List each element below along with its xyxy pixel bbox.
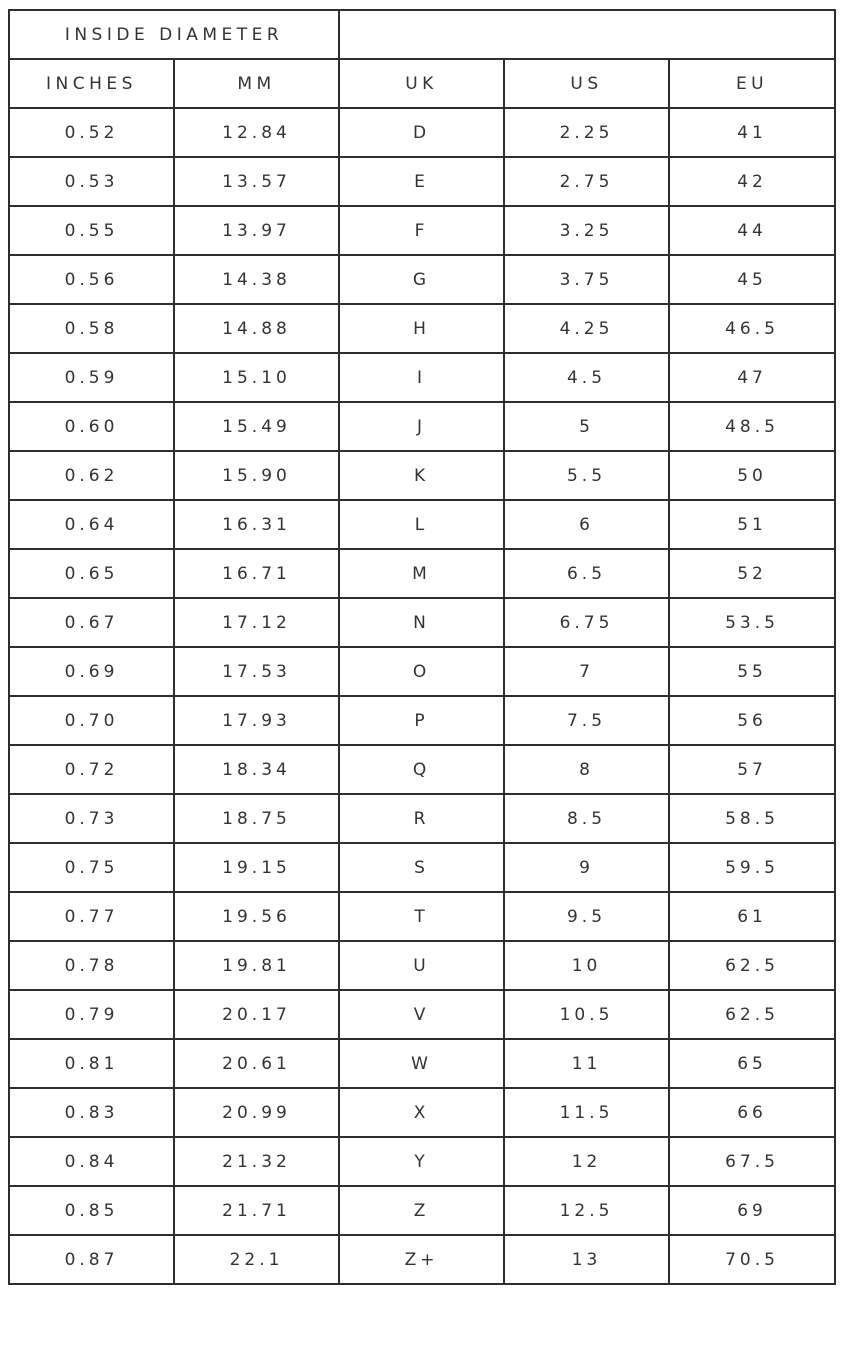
- table-row: [9, 500, 835, 549]
- cell-inches: 0.73: [9, 794, 174, 843]
- cell-uk: V: [339, 990, 504, 1039]
- cell-uk: S: [339, 843, 504, 892]
- cell-eu: 46.5: [669, 304, 835, 353]
- cell-inches: 0.62: [9, 451, 174, 500]
- cell-inches: 0.60: [9, 402, 174, 451]
- cell-uk: Q: [339, 745, 504, 794]
- inside-diameter-header: INSIDE DIAMETER: [9, 10, 339, 59]
- cell-inches: 0.79: [9, 990, 174, 1039]
- cell-eu: 48.5: [669, 402, 835, 451]
- cell-eu: 56: [669, 696, 835, 745]
- cell-inches: 0.84: [9, 1137, 174, 1186]
- cell-us: 6: [504, 500, 669, 549]
- cell-eu: 53.5: [669, 598, 835, 647]
- cell-inches: 0.55: [9, 206, 174, 255]
- cell-uk: Z: [339, 1186, 504, 1235]
- cell-mm: 16.71: [174, 549, 339, 598]
- cell-eu: 55: [669, 647, 835, 696]
- cell-us: 2.25: [504, 108, 669, 157]
- cell-eu: 51: [669, 500, 835, 549]
- cell-mm: 14.38: [174, 255, 339, 304]
- cell-eu: 45: [669, 255, 835, 304]
- empty-group-header-cell: [339, 10, 835, 59]
- cell-mm: 20.61: [174, 1039, 339, 1088]
- table-row: [9, 1039, 835, 1088]
- column-header-eu: EU: [669, 59, 835, 108]
- cell-mm: 15.49: [174, 402, 339, 451]
- table-row: [9, 598, 835, 647]
- cell-eu: 66: [669, 1088, 835, 1137]
- cell-us: 11.5: [504, 1088, 669, 1137]
- cell-mm: 15.10: [174, 353, 339, 402]
- cell-eu: 44: [669, 206, 835, 255]
- cell-us: 5.5: [504, 451, 669, 500]
- cell-us: 4.5: [504, 353, 669, 402]
- cell-uk: H: [339, 304, 504, 353]
- cell-us: 13: [504, 1235, 669, 1284]
- table-row: [9, 304, 835, 353]
- table-row: [9, 108, 835, 157]
- cell-inches: 0.58: [9, 304, 174, 353]
- cell-mm: 16.31: [174, 500, 339, 549]
- cell-eu: 69: [669, 1186, 835, 1235]
- cell-us: 8: [504, 745, 669, 794]
- cell-us: 2.75: [504, 157, 669, 206]
- cell-inches: 0.75: [9, 843, 174, 892]
- table-row: [9, 990, 835, 1039]
- cell-uk: E: [339, 157, 504, 206]
- cell-inches: 0.70: [9, 696, 174, 745]
- column-header-inches: INCHES: [9, 59, 174, 108]
- cell-inches: 0.59: [9, 353, 174, 402]
- cell-us: 11: [504, 1039, 669, 1088]
- cell-mm: 19.56: [174, 892, 339, 941]
- cell-mm: 19.15: [174, 843, 339, 892]
- cell-inches: 0.53: [9, 157, 174, 206]
- cell-inches: 0.69: [9, 647, 174, 696]
- cell-inches: 0.83: [9, 1088, 174, 1137]
- cell-inches: 0.65: [9, 549, 174, 598]
- cell-us: 7.5: [504, 696, 669, 745]
- cell-uk: J: [339, 402, 504, 451]
- cell-eu: 65: [669, 1039, 835, 1088]
- cell-uk: P: [339, 696, 504, 745]
- cell-eu: 41: [669, 108, 835, 157]
- cell-us: 6.5: [504, 549, 669, 598]
- cell-inches: 0.67: [9, 598, 174, 647]
- cell-uk: L: [339, 500, 504, 549]
- table-row: [9, 353, 835, 402]
- table-row: [9, 549, 835, 598]
- cell-mm: 17.93: [174, 696, 339, 745]
- cell-us: 4.25: [504, 304, 669, 353]
- table-row: [9, 941, 835, 990]
- group-header-row: [9, 10, 835, 59]
- cell-eu: 62.5: [669, 941, 835, 990]
- table-row: [9, 647, 835, 696]
- cell-eu: 52: [669, 549, 835, 598]
- cell-uk: U: [339, 941, 504, 990]
- cell-inches: 0.81: [9, 1039, 174, 1088]
- cell-uk: G: [339, 255, 504, 304]
- cell-inches: 0.72: [9, 745, 174, 794]
- cell-eu: 59.5: [669, 843, 835, 892]
- cell-mm: 17.53: [174, 647, 339, 696]
- cell-us: 3.25: [504, 206, 669, 255]
- column-header-uk: UK: [339, 59, 504, 108]
- cell-inches: 0.52: [9, 108, 174, 157]
- cell-uk: F: [339, 206, 504, 255]
- column-header-us: US: [504, 59, 669, 108]
- cell-inches: 0.56: [9, 255, 174, 304]
- cell-mm: 22.1: [174, 1235, 339, 1284]
- table-row: [9, 892, 835, 941]
- table-row: [9, 1186, 835, 1235]
- cell-eu: 50: [669, 451, 835, 500]
- cell-uk: Y: [339, 1137, 504, 1186]
- table-row: [9, 451, 835, 500]
- cell-eu: 70.5: [669, 1235, 835, 1284]
- cell-us: 6.75: [504, 598, 669, 647]
- cell-eu: 62.5: [669, 990, 835, 1039]
- table-row: [9, 1235, 835, 1284]
- cell-mm: 21.71: [174, 1186, 339, 1235]
- cell-mm: 13.57: [174, 157, 339, 206]
- table-row: [9, 843, 835, 892]
- cell-uk: I: [339, 353, 504, 402]
- cell-uk: R: [339, 794, 504, 843]
- cell-us: 8.5: [504, 794, 669, 843]
- cell-mm: 18.75: [174, 794, 339, 843]
- table-row: [9, 1088, 835, 1137]
- cell-eu: 58.5: [669, 794, 835, 843]
- ring-size-table: [8, 9, 836, 1285]
- cell-inches: 0.64: [9, 500, 174, 549]
- cell-inches: 0.85: [9, 1186, 174, 1235]
- table-row: [9, 157, 835, 206]
- cell-us: 12: [504, 1137, 669, 1186]
- cell-inches: 0.78: [9, 941, 174, 990]
- cell-us: 3.75: [504, 255, 669, 304]
- table-row: [9, 696, 835, 745]
- cell-mm: 13.97: [174, 206, 339, 255]
- column-header-mm: MM: [174, 59, 339, 108]
- cell-mm: 14.88: [174, 304, 339, 353]
- table-row: [9, 745, 835, 794]
- cell-us: 9.5: [504, 892, 669, 941]
- cell-eu: 61: [669, 892, 835, 941]
- cell-us: 9: [504, 843, 669, 892]
- table-row: [9, 794, 835, 843]
- cell-mm: 12.84: [174, 108, 339, 157]
- cell-us: 10.5: [504, 990, 669, 1039]
- cell-eu: 47: [669, 353, 835, 402]
- cell-us: 7: [504, 647, 669, 696]
- table-row: [9, 206, 835, 255]
- cell-uk: W: [339, 1039, 504, 1088]
- cell-uk: X: [339, 1088, 504, 1137]
- cell-uk: K: [339, 451, 504, 500]
- cell-us: 10: [504, 941, 669, 990]
- cell-mm: 15.90: [174, 451, 339, 500]
- cell-us: 5: [504, 402, 669, 451]
- cell-uk: O: [339, 647, 504, 696]
- cell-uk: M: [339, 549, 504, 598]
- table-row: [9, 1137, 835, 1186]
- table-row: [9, 402, 835, 451]
- cell-inches: 0.77: [9, 892, 174, 941]
- cell-uk: D: [339, 108, 504, 157]
- cell-inches: 0.87: [9, 1235, 174, 1284]
- cell-us: 12.5: [504, 1186, 669, 1235]
- cell-uk: N: [339, 598, 504, 647]
- cell-eu: 57: [669, 745, 835, 794]
- table-body: [9, 108, 835, 1284]
- cell-eu: 67.5: [669, 1137, 835, 1186]
- cell-mm: 18.34: [174, 745, 339, 794]
- column-header-row: [9, 59, 835, 108]
- cell-uk: Z+: [339, 1235, 504, 1284]
- cell-mm: 20.99: [174, 1088, 339, 1137]
- cell-mm: 21.32: [174, 1137, 339, 1186]
- cell-mm: 19.81: [174, 941, 339, 990]
- table-row: [9, 255, 835, 304]
- ring-size-chart: [8, 9, 834, 1341]
- cell-mm: 17.12: [174, 598, 339, 647]
- cell-uk: T: [339, 892, 504, 941]
- cell-eu: 42: [669, 157, 835, 206]
- cell-mm: 20.17: [174, 990, 339, 1039]
